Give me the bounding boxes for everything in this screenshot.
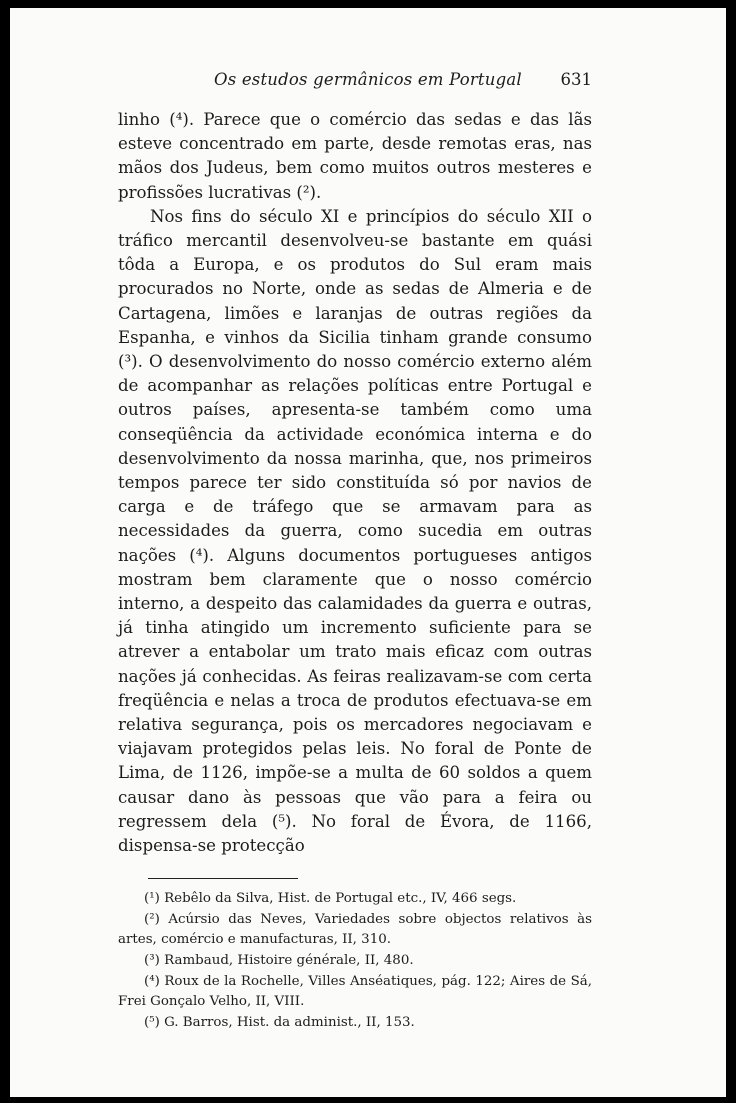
footnote-4: (⁴) Roux de la Rochelle, Villes Anséatiques, pág. 122; Aires de Sá, Frei Gonçalo Velho, II, VIII.: [118, 973, 592, 1010]
body-text: [118, 108, 592, 858]
page-header: [118, 66, 592, 96]
paragraph-1: linho (⁴). Parece que o comércio das sedas e das lãs esteve concentrado em parte, desde remotas eras, nas mãos dos Judeus, bem como muitos outros mesteres e profissões lucrativas (²).: [118, 110, 592, 202]
footnote-separator: [148, 878, 298, 879]
book-page: [118, 66, 592, 1033]
page-number: 631: [560, 70, 592, 89]
running-title: Os estudos germânicos em Portugal: [214, 70, 522, 89]
paragraph-2: Nos fins do século XI e princípios do século XII o tráfico mercantil desenvolveu-se bastante em quási tôda a Europa, e os produtos do Sul eram mais procurados no Norte, onde as sedas de Almeria e de Cartagena, limões e laranjas de outras regiões da Espanha, e vinhos da Sicilia tinham grande consumo (³). O desenvolvimento do nosso comércio externo além de acompanhar as relações políticas entre Portugal e outros países, apresenta-se também como uma conseqüência da actividade económica interna e do desenvolvimento da nossa marinha, que, nos primeiros tempos parece ter sido constituída só por navios de carga e de tráfego que se armavam para as necessidades da guerra, como sucedia em outras nações (⁴). Alguns documentos portugueses antigos mostram bem claramente que o nosso comércio interno, a despeito das calamidades da guerra e outras, já tinha atingido um incremento suficiente para se atrever a entabolar um trato mais eficaz com outras nações já conhecidas. As feiras realizavam-se com certa freqüência e nelas a troca de produtos efectuava-se em relativa segurança, pois os mercadores negociavam e viajavam protegidos pelas leis. No foral de Ponte de Lima, de 1126, impõe-se a multa de 60 soldos a quem causar dano às pessoas que vão para a feira ou regressem dela (⁵). No foral de Évora, de 1166, dispensa-se protecção: [118, 206, 592, 856]
footnotes: [118, 889, 592, 1033]
footnote-2: (²) Acúrsio das Neves, Variedades sobre objectos relativos às artes, comércio e manufacturas, II, 310.: [118, 911, 592, 948]
footnote-5: (⁵) G. Barros, Hist. da administ., II, 153.: [144, 1014, 415, 1030]
footnote-3: (³) Rambaud, Histoire générale, II, 480.: [144, 953, 414, 969]
footnote-1: (¹) Rebêlo da Silva, Hist. de Portugal etc., IV, 466 segs.: [144, 891, 517, 907]
